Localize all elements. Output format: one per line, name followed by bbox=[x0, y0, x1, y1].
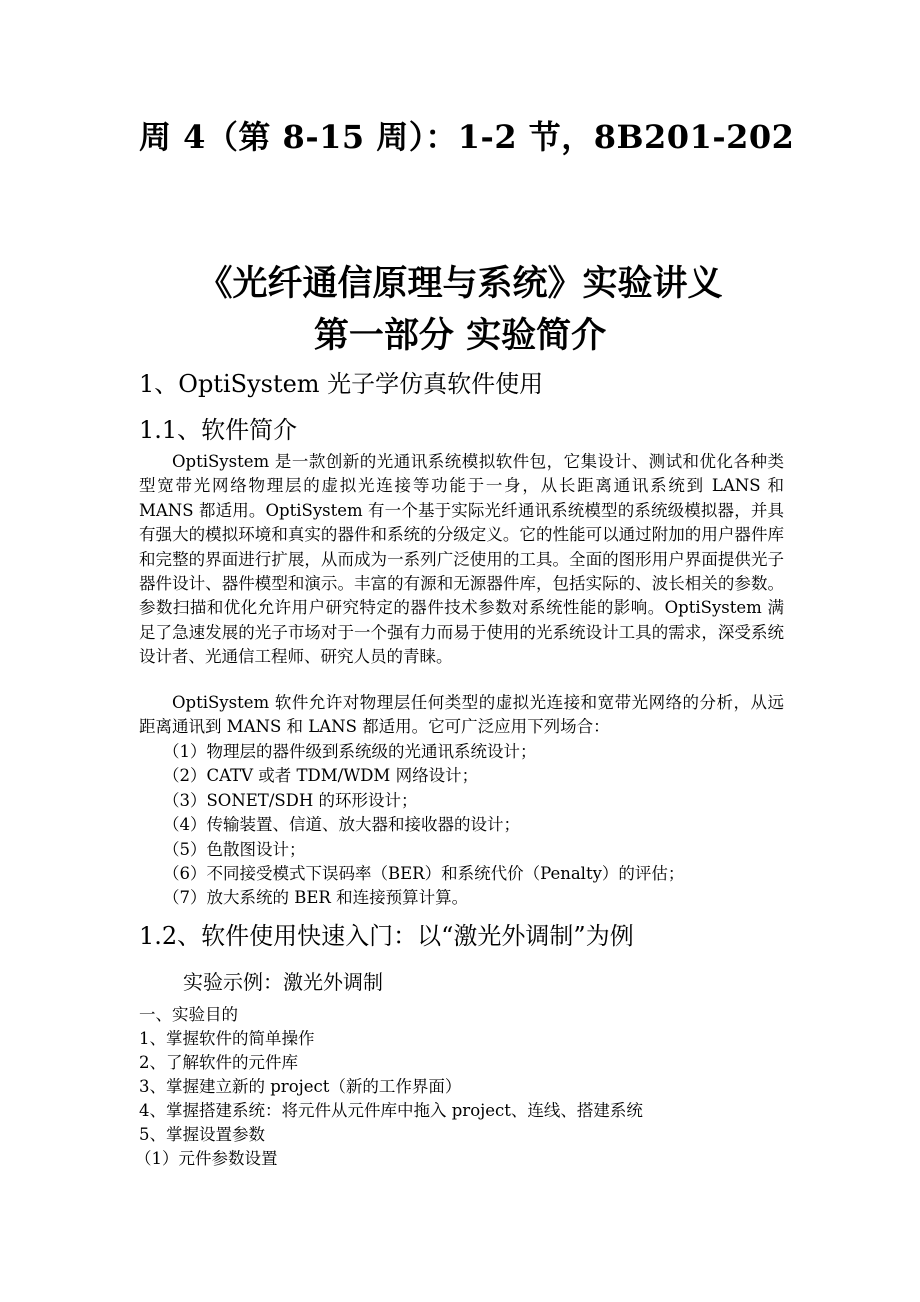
intro-paragraph-2: OptiSystem 软件允许对物理层任何类型的虚拟光连接和宽带光网络的分析，从远距离通讯到 MANS 和 LANS 都适用。它可广泛应用下列场合： bbox=[139, 693, 784, 737]
objectives-list bbox=[135, 1003, 643, 1171]
section-1-1-heading: 1.1、软件简介 bbox=[139, 416, 298, 444]
list-item: 5、掌握设置参数 bbox=[139, 1125, 265, 1144]
document-title: 《光纤通信原理与系统》实验讲义 bbox=[197, 263, 723, 304]
list-item: （2）CATV 或者 TDM/WDM 网络设计； bbox=[163, 766, 479, 786]
list-item: 4、掌握搭建系统：将元件从元件库中拖入 project、连线、搭建系统 bbox=[139, 1101, 643, 1120]
list-item: （6）不同接受模式下误码率（BER）和系统代价（Penalty）的评估； bbox=[163, 864, 685, 884]
section-1-heading: 1、OptiSystem 光子学仿真软件使用 bbox=[139, 370, 544, 398]
list-item: （7）放大系统的 BER 和连接预算计算。 bbox=[163, 888, 469, 908]
list-item: 3、掌握建立新的 project（新的工作界面） bbox=[139, 1077, 462, 1096]
list-item: 1、掌握软件的简单操作 bbox=[139, 1029, 315, 1048]
list-item: 2、了解软件的元件库 bbox=[139, 1053, 298, 1072]
list-item: （1）物理层的器件级到系统级的光通讯系统设计； bbox=[163, 742, 537, 761]
applications-list bbox=[139, 740, 789, 911]
intro-paragraph-1: OptiSystem 是一款创新的光通讯系统模拟软件包，它集设计、测试和优化各种类型宽带光网络物理层的虚拟光连接等功能于一身，从长距离通讯系统到 LANS 和 MANS 都适用。OptiSystem 有一个基于实际光纤通讯系统模型的系统级模拟器，并具有强大的模拟环境和真实的器件和系统的分级定义。它的性能可以通过附加的用户器件库和完整的界面进行扩展，从而成为一系列广泛使用的工具。全面的图形用户界面提供光子器件设计、器件模型和演示。丰富的有源和无源器件库，包括实际的、波长相关的参数。参数扫描和优化允许用户研究特定的器件技术参数对系统性能的影响。OptiSystem 满足了急速发展的光子市场对于一个强有力而易于使用的光系统设计工具的需求，深受系统设计者、光通信工程师、研究人员的青睐。 bbox=[139, 452, 784, 667]
list-item: （3）SONET/SDH 的环形设计； bbox=[163, 790, 418, 810]
list-item: （1）元件参数设置 bbox=[135, 1149, 278, 1168]
section-1-2-heading: 1.2、软件使用快速入门：以“激光外调制”为例 bbox=[139, 922, 634, 950]
class-schedule: 周 4（第 8-15 周）：1-2 节，8B201-202 bbox=[139, 118, 795, 156]
list-item: 一、实验目的 bbox=[139, 1005, 238, 1024]
list-item: （5）色散图设计； bbox=[163, 839, 306, 859]
example-title: 实验示例：激光外调制 bbox=[183, 970, 383, 994]
part-title: 第一部分 实验简介 bbox=[313, 315, 607, 356]
list-item: （4）传输装置、信道、放大器和接收器的设计； bbox=[163, 815, 520, 835]
